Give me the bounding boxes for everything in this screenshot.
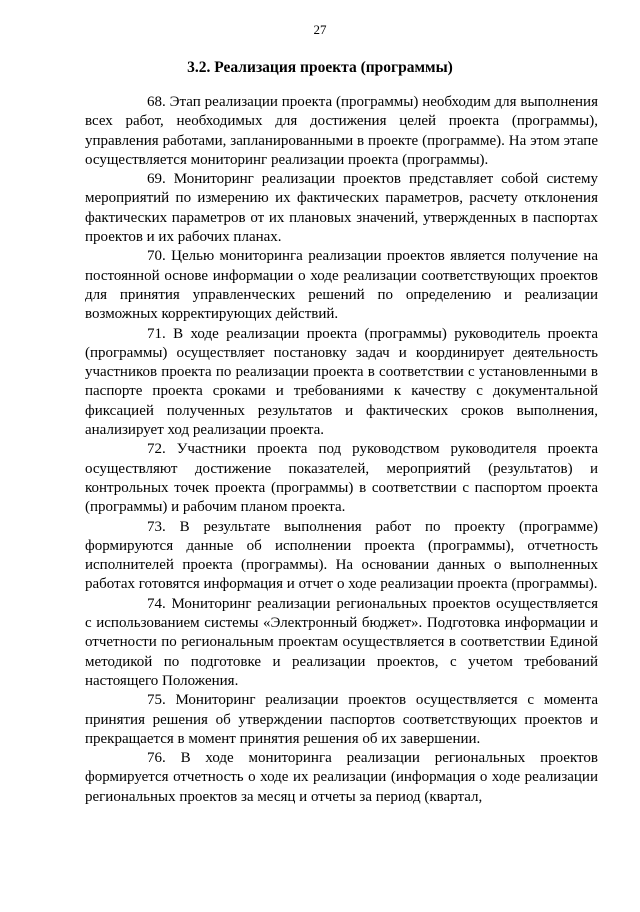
paragraph-69: 69. Мониторинг реализации проектов представляет собой систему мероприятий по измерению их фактических параметров, расчету отклонения фактических параметров от их плановых значений, утвержденных в паспортах проектов и их рабочих планах. [85, 171, 598, 246]
paragraph-70: 70. Целью мониторинга реализации проектов является получение на постоянной основе информации о ходе реализации соответствующих проектов для принятия управленческих решений по определению и реализации возможных корректирующих действий. [85, 248, 598, 323]
paragraph-68: 68. Этап реализации проекта (программы) необходим для выполнения всех работ, необходимых для достижения целей проекта (программы), управления работами, запланированными в проекте (программе). На этом этапе осуществляется мониторинг реализации проекта (программы). [85, 94, 598, 168]
document-body [85, 93, 598, 807]
paragraph-71: 71. В ходе реализации проекта (программы) руководитель проекта (программы) осуществляет постановку задач и координирует деятельность участников проекта по реализации проекта в соответствии с установленными в паспорте проекта сроками и требованиями к качеству с документальной фиксацией полученных результатов и фактических сроков выполнения, анализирует ход реализации проекта. [85, 325, 598, 439]
section-title: 3.2. Реализация проекта (программы) [187, 59, 453, 76]
paragraph-75: 75. Мониторинг реализации проектов осуществляется с момента принятия решения об утверждении паспортов соответствующих проектов и прекращается в момент принятия решения об их завершении. [85, 692, 598, 747]
page-number: 27 [313, 22, 327, 37]
paragraph-73: 73. В результате выполнения работ по проекту (программе) формируются данные об исполнении проекта (программы), отчетность исполнителей проекта (программы). На основании данных о выполненных работах готовятся информация и отчет о ходе реализации проекта (программы). [85, 518, 598, 593]
paragraph-76: 76. В ходе мониторинга реализации региональных проектов формируется отчетность о ходе их реализации (информация о ходе реализации региональных проектов за месяц и отчеты за период (квартал, [85, 750, 598, 805]
paragraph-72: 72. Участники проекта под руководством руководителя проекта осуществляют достижение показателей, мероприятий (результатов) и контрольных точек проекта (программы) в соответствии с паспортом проекта (программы) и рабочим планом проекта. [85, 441, 598, 516]
paragraph-74: 74. Мониторинг реализации региональных проектов осуществляется с использованием системы «Электронный бюджет». Подготовка информации и отчетности по региональным проектам осуществляется в соответствии Единой методикой по подготовке и реализации проектов, с учетом требований настоящего Положения. [85, 595, 598, 689]
